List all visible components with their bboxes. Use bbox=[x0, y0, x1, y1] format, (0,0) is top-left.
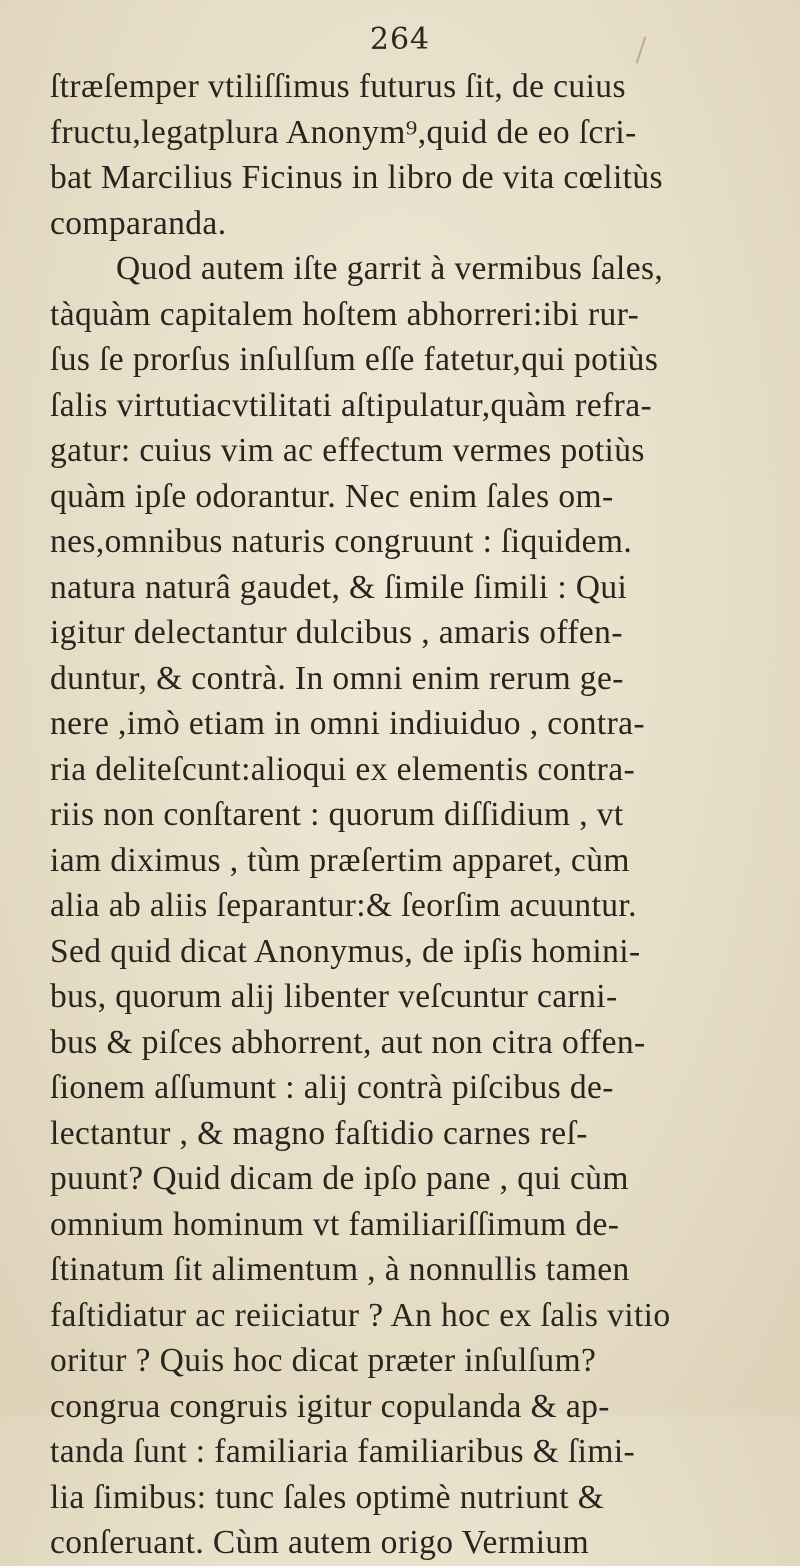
text-line: natura naturâ gaudet, & ſimile ſimili : Qui bbox=[50, 568, 628, 606]
text-line: riis non conſtarent : quorum diſſidium , vt bbox=[50, 796, 624, 833]
text-line: bus, quorum alij libenter veſcuntur carni- bbox=[50, 978, 618, 1015]
text-line: lectantur , & magno faſtidio carnes reſ- bbox=[50, 1114, 588, 1152]
text-line: oritur ? Quis hoc dicat præter inſulſum? bbox=[50, 1342, 597, 1379]
text-line: fructu,legatplura Anonym⁹,quid de eo ſcri- bbox=[50, 113, 637, 151]
text-line: ria deliteſcunt:alioqui ex elementis contra- bbox=[50, 750, 636, 788]
text-line: gatur: cuius vim ac effectum vermes potiùs bbox=[50, 432, 645, 469]
text-line: conſeruant. Cùm autem origo Vermium bbox=[50, 1524, 590, 1561]
text-line: comparanda. bbox=[50, 204, 227, 242]
text-line: ſtinatum ſit alimentum , à nonnullis tamen bbox=[50, 1251, 630, 1288]
text-line: tanda ſunt : familiaria familiaribus & ſimi- bbox=[50, 1433, 636, 1470]
text-line: tàquàm capitalem hoſtem abhorreri:ibi rur- bbox=[50, 295, 640, 333]
text-line: alia ab aliis ſeparantur:& ſeorſim acuuntur. bbox=[50, 887, 637, 924]
text-line: ſus ſe prorſus inſulſum eſſe fatetur,qui potiùs bbox=[50, 341, 659, 378]
text-line: bus & piſces abhorrent, aut non citra offen- bbox=[50, 1023, 646, 1061]
text-line: congrua congruis igitur copulanda & ap- bbox=[50, 1387, 610, 1425]
page-number: 264 bbox=[369, 22, 431, 57]
text-line: lia ſimibus: tunc ſales optimè nutriunt & bbox=[50, 1478, 605, 1516]
text-line: quàm ipſe odorantur. Nec enim ſales om- bbox=[50, 477, 614, 515]
text-line: Quod autem iſte garrit à vermibus ſales, bbox=[116, 250, 664, 287]
text-line: omnium hominum vt familiariſſimum de- bbox=[50, 1205, 620, 1243]
text-line: nes,omnibus naturis congruunt : ſiquidem. bbox=[50, 523, 633, 560]
text-line: bat Marcilius Ficinus in libro de vita cœlitùs bbox=[50, 159, 663, 196]
text-line: nere ,imò etiam in omni indiuiduo , contra- bbox=[50, 705, 645, 742]
text-line: faſtidiatur ac reiiciatur ? An hoc ex ſalis vitio bbox=[50, 1296, 671, 1334]
body-text bbox=[50, 64, 770, 1566]
text-line: puunt? Quid dicam de ipſo pane , qui cùm bbox=[50, 1160, 629, 1197]
text-line: igitur delectantur dulcibus , amaris offen- bbox=[50, 614, 623, 651]
text-line: Sed quid dicat Anonymus, de ipſis homini- bbox=[50, 932, 641, 970]
text-line: ſtræſemper vtiliſſimus futurus ſit, de cuius bbox=[50, 68, 626, 105]
text-line: ſionem aſſumunt : alij contrà piſcibus de- bbox=[50, 1069, 614, 1106]
text-line: ſalis virtutiacvtilitati aſtipulatur,quàm refra- bbox=[50, 386, 653, 424]
text-line: duntur, & contrà. In omni enim rerum ge- bbox=[50, 659, 624, 697]
text-line: iam diximus , tùm præſertim apparet, cùm bbox=[50, 841, 630, 879]
